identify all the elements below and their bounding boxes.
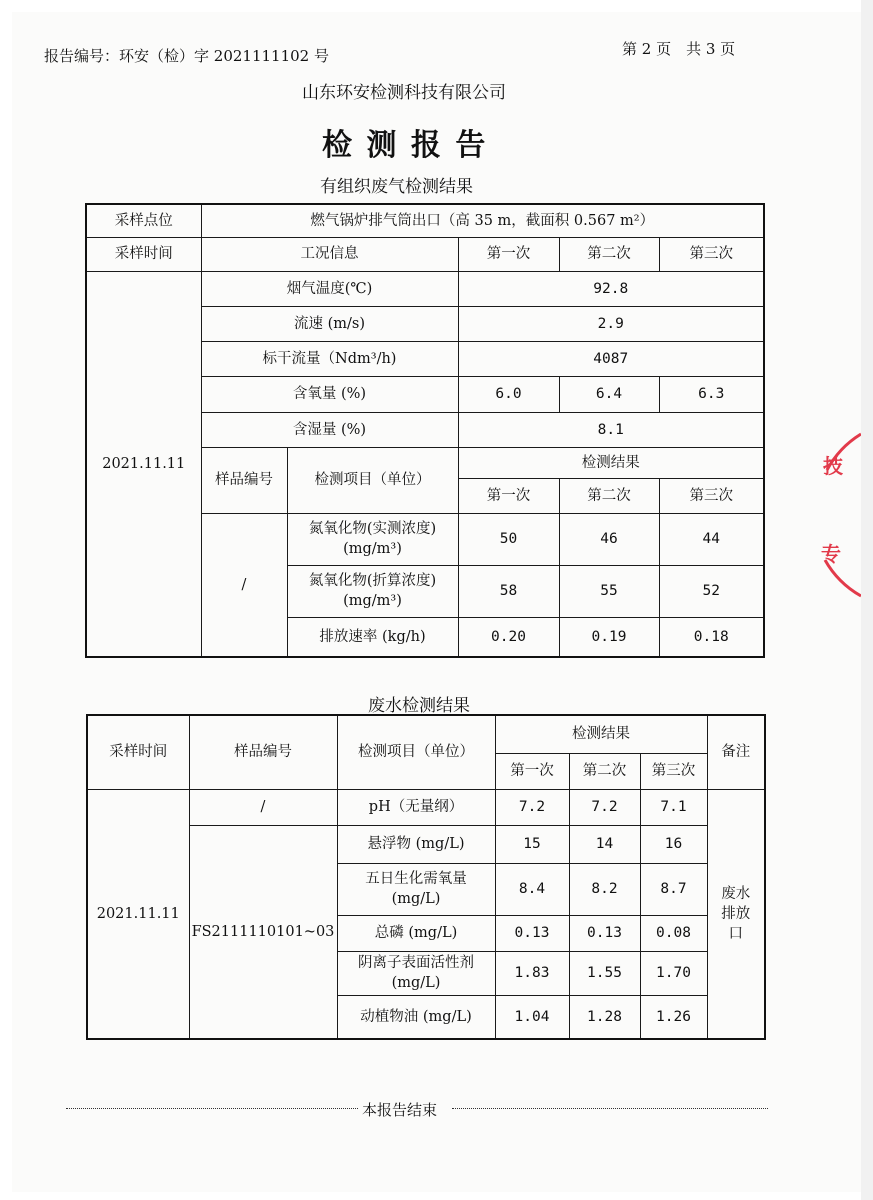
item-line-1: 五日生化需氧量	[365, 871, 467, 887]
oxygen-run-3: 6.3	[659, 376, 764, 412]
ss-run-2: 14	[569, 825, 640, 863]
sample-point-value: 燃气锅炉排气筒出口（高 35 m，截面积 0.567 m²）	[201, 204, 764, 237]
water-item-las	[337, 951, 495, 995]
gas-sample-no: /	[201, 513, 287, 657]
report-title: 检 测 报 告	[322, 128, 488, 163]
report-end-text: 本报告结束	[362, 1101, 438, 1119]
gas-item-emission-rate: 排放速率 (kg/h)	[287, 617, 458, 657]
gas-result-table	[85, 203, 765, 658]
water-sample-time-label: 采样时间	[87, 715, 189, 789]
nox-measured-run-1: 50	[458, 513, 559, 565]
oil-run-3: 1.26	[640, 995, 707, 1039]
las-run-1: 1.83	[495, 951, 569, 995]
condition-moisture-value: 8.1	[458, 412, 764, 447]
bod5-run-1: 8.4	[495, 863, 569, 915]
water-result-label: 检测结果	[495, 715, 707, 753]
condition-velocity-value: 2.9	[458, 306, 764, 341]
water-item-label: 检测项目（单位）	[337, 715, 495, 789]
ph-run-2: 7.2	[569, 789, 640, 825]
condition-label: 工况信息	[201, 237, 458, 271]
condition-moisture-label: 含湿量 (%)	[201, 412, 458, 447]
water-item-oil: 动植物油 (mg/L)	[337, 995, 495, 1039]
bod5-run-3: 8.7	[640, 863, 707, 915]
run-3-header: 第三次	[659, 237, 764, 271]
sample-point-label: 采样点位	[86, 204, 201, 237]
water-sample-date: 2021.11.11	[87, 789, 189, 1039]
water-item-bod5	[337, 863, 495, 915]
nox-converted-run-2: 55	[559, 565, 659, 617]
item-line-1: 氮氧化物(实测浓度)	[308, 521, 437, 537]
condition-velocity-label: 流速 (m/s)	[201, 306, 458, 341]
remark-line-1: 废水	[721, 885, 751, 902]
item-line-2: (mg/L)	[391, 891, 441, 907]
condition-oxygen-label: 含氧量 (%)	[201, 376, 458, 412]
water-remark	[707, 789, 765, 1039]
las-run-3: 1.70	[640, 951, 707, 995]
water-section-title: 废水检测结果	[368, 696, 470, 716]
footer-dots-right	[452, 1108, 768, 1109]
seal-char-2: 专	[821, 542, 841, 566]
result-run-3-header: 第三次	[659, 478, 764, 513]
gas-section-title: 有组织废气检测结果	[320, 177, 473, 197]
bod5-run-2: 8.2	[569, 863, 640, 915]
emission-rate-run-2: 0.19	[559, 617, 659, 657]
gas-sample-date: 2021.11.11	[86, 271, 201, 657]
oil-run-1: 1.04	[495, 995, 569, 1039]
water-sample-no-label: 样品编号	[189, 715, 337, 789]
nox-converted-run-3: 52	[659, 565, 764, 617]
run-2-header: 第二次	[559, 237, 659, 271]
item-line-2: (mg/L)	[391, 975, 441, 991]
water-run-2-header: 第二次	[569, 753, 640, 789]
ph-run-1: 7.2	[495, 789, 569, 825]
item-label: 检测项目（单位）	[287, 447, 458, 513]
water-item-tp: 总磷 (mg/L)	[337, 915, 495, 951]
ss-run-3: 16	[640, 825, 707, 863]
sample-time-label: 采样时间	[86, 237, 201, 271]
emission-rate-run-1: 0.20	[458, 617, 559, 657]
run-1-header: 第一次	[458, 237, 559, 271]
condition-flow-value: 4087	[458, 341, 764, 376]
water-item-ph: pH（无量纲）	[337, 789, 495, 825]
condition-temp-value: 92.8	[458, 271, 764, 306]
company-name: 山东环安检测科技有限公司	[302, 83, 506, 103]
oxygen-run-1: 6.0	[458, 376, 559, 412]
tp-run-3: 0.08	[640, 915, 707, 951]
water-sample-no-ph: /	[189, 789, 337, 825]
item-line-1: 氮氧化物(折算浓度)	[308, 573, 437, 589]
condition-temp-label: 烟气温度(℃)	[201, 271, 458, 306]
water-run-3-header: 第三次	[640, 753, 707, 789]
sample-no-label: 样品编号	[201, 447, 287, 513]
emission-rate-run-3: 0.18	[659, 617, 764, 657]
page-info: 第 2 页 共 3 页	[622, 40, 736, 58]
footer-dots-left	[66, 1108, 358, 1109]
water-item-ss: 悬浮物 (mg/L)	[337, 825, 495, 863]
ss-run-1: 15	[495, 825, 569, 863]
result-label: 检测结果	[458, 447, 764, 478]
seal-char-1: 技	[823, 454, 843, 478]
las-run-2: 1.55	[569, 951, 640, 995]
gas-item-nox-measured	[287, 513, 458, 565]
water-run-1-header: 第一次	[495, 753, 569, 789]
gas-item-nox-converted	[287, 565, 458, 617]
result-run-1-header: 第一次	[458, 478, 559, 513]
ph-run-3: 7.1	[640, 789, 707, 825]
oil-run-2: 1.28	[569, 995, 640, 1039]
item-line-2: (mg/m³)	[343, 593, 402, 609]
tp-run-1: 0.13	[495, 915, 569, 951]
tp-run-2: 0.13	[569, 915, 640, 951]
water-result-table	[86, 714, 766, 1040]
water-sample-no-others: FS2111110101~03	[189, 825, 337, 1039]
result-run-2-header: 第二次	[559, 478, 659, 513]
nox-measured-run-2: 46	[559, 513, 659, 565]
oxygen-run-2: 6.4	[559, 376, 659, 412]
water-remark-label: 备注	[707, 715, 765, 789]
nox-measured-run-3: 44	[659, 513, 764, 565]
item-line-1: 阴离子表面活性剂	[358, 955, 474, 971]
remark-line-3: 口	[728, 925, 743, 942]
page-edge	[861, 0, 873, 1200]
remark-line-2: 排放	[721, 905, 751, 922]
condition-flow-label: 标干流量（Ndm³/h)	[201, 341, 458, 376]
report-number: 报告编号：环安（检）字 2021111102 号	[44, 47, 329, 65]
nox-converted-run-1: 58	[458, 565, 559, 617]
item-line-2: (mg/m³)	[343, 541, 402, 557]
